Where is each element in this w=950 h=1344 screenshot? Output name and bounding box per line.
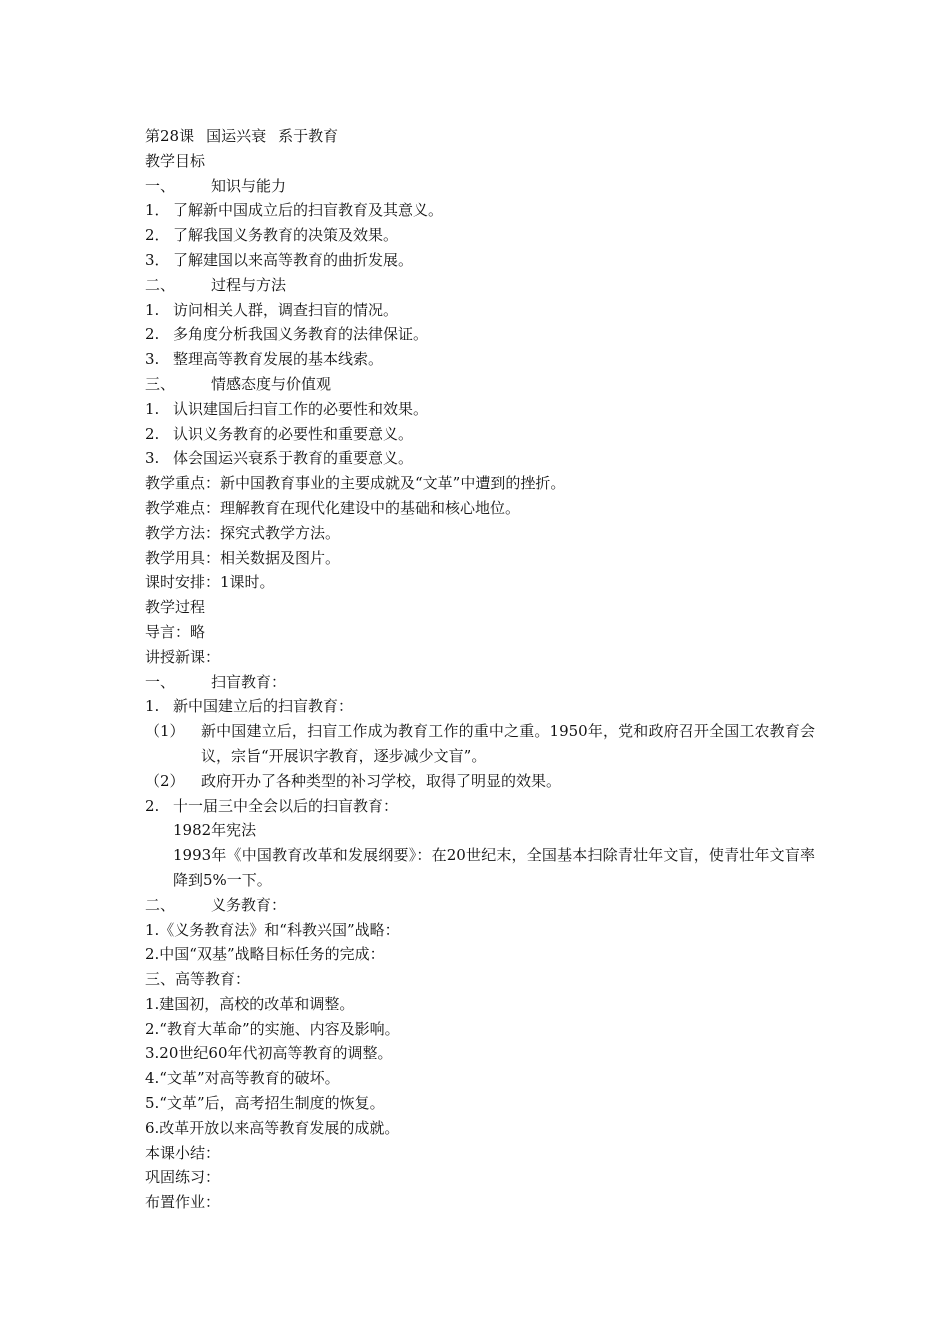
section-number: 二、: [145, 895, 176, 914]
lesson-section-heading: 三、高等教育：: [145, 970, 251, 989]
item-number: 1．: [145, 201, 170, 220]
item-number: 1.: [145, 399, 160, 418]
lesson-subtitle: 系于教育: [278, 127, 339, 145]
sub-item-text: 政府开办了各种类型的补习学校，取得了明显的效果。: [201, 771, 562, 790]
homework: 布置作业：: [145, 1193, 221, 1212]
list-item: [145, 223, 815, 248]
item-text: 多角度分析我国义务教育的法律保证。: [173, 325, 429, 344]
item-text: 了解我国义务教育的决策及效果。: [173, 226, 399, 245]
section-title: 情感态度与价值观: [211, 374, 332, 393]
lesson-number: 第28课: [145, 127, 195, 145]
list-item: [145, 298, 815, 323]
list-item: [145, 397, 815, 422]
teaching-focus: 教学重点：新中国教育事业的主要成就及“文革”中遭到的挫折。: [145, 474, 566, 493]
new-lesson-line: 讲授新课：: [145, 647, 221, 666]
goal-section-heading: [145, 273, 815, 298]
list-item: 1.建国初，高校的改革和调整。: [145, 994, 355, 1013]
item-text: 认识建国后扫盲工作的必要性和效果。: [173, 399, 429, 418]
list-item: [145, 694, 815, 719]
teaching-method: 教学方法：探究式教学方法。: [145, 523, 341, 542]
teaching-tools: 教学用具：相关数据及图片。: [145, 548, 341, 567]
item-number: 3．: [145, 250, 170, 269]
item-number: 2.: [145, 796, 160, 815]
lesson-title: [145, 124, 815, 149]
lesson-summary: 本课小结：: [145, 1143, 221, 1162]
list-item: [145, 446, 815, 471]
section-number: 三、: [145, 374, 176, 393]
section-title: 义务教育：: [211, 895, 287, 914]
item-text: 整理高等教育发展的基本线索。: [173, 350, 384, 369]
intro-line: 导言：略: [145, 622, 206, 641]
section-number: 二、: [145, 275, 176, 294]
list-item: [145, 322, 815, 347]
sub-item-number: （1）: [145, 722, 185, 741]
list-item: 2.中国“双基”战略目标任务的完成：: [145, 945, 385, 964]
item-number: 3.: [145, 449, 160, 468]
teaching-difficulty: 教学难点：理解教育在现代化建设中的基础和核心地位。: [145, 498, 521, 517]
document-content: [145, 124, 815, 1215]
class-schedule: 课时安排：1课时。: [145, 573, 275, 592]
lesson-section-heading: [145, 893, 815, 918]
list-item: 5.“文革”后，高考招生制度的恢复。: [145, 1094, 385, 1113]
item-text: 体会国运兴衰系于教育的重要意义。: [173, 449, 414, 468]
lesson-name: 国运兴衰: [206, 127, 267, 145]
list-item: [145, 198, 815, 223]
list-item: 6.改革开放以来高等教育发展的成就。: [145, 1118, 400, 1137]
item-text: 认识义务教育的必要性和重要意义。: [173, 424, 414, 443]
section-number: 一、: [145, 672, 176, 691]
process-heading: 教学过程: [145, 598, 206, 617]
section-title: 知识与能力: [211, 176, 287, 195]
section-title: 过程与方法: [211, 275, 287, 294]
item-text: 了解建国以来高等教育的曲折发展。: [173, 250, 414, 269]
list-item: 1.《义务教育法》和“科教兴国”战略：: [145, 920, 400, 939]
indented-line: 1982年宪法: [173, 821, 257, 840]
section-title: 扫盲教育：: [211, 672, 287, 691]
item-text: 了解新中国成立后的扫盲教育及其意义。: [173, 201, 444, 220]
list-item: [145, 794, 815, 819]
goals-heading: 教学目标: [145, 151, 206, 170]
lesson-section-heading: [145, 670, 815, 695]
list-item: [145, 248, 815, 273]
sub-item: [145, 719, 815, 769]
goal-section-heading: [145, 174, 815, 199]
item-text: 十一届三中全会以后的扫盲教育：: [173, 796, 399, 815]
sub-item: [145, 769, 815, 794]
item-number: 1.: [145, 697, 160, 716]
item-number: 2.: [145, 325, 160, 344]
list-item: [145, 347, 815, 372]
item-number: 1.: [145, 300, 160, 319]
list-item: [145, 422, 815, 447]
item-number: 3.: [145, 350, 160, 369]
indented-line: 1993年《中国教育改革和发展纲要》：在20世纪末，全国基本扫除青壮年文盲，使青壮年文盲率降到5%一下。: [173, 846, 815, 889]
section-number: 一、: [145, 176, 176, 195]
list-item: 2.“教育大革命”的实施、内容及影响。: [145, 1019, 400, 1038]
item-text: 新中国建立后的扫盲教育：: [173, 697, 354, 716]
item-text: 访问相关人群，调查扫盲的情况。: [173, 300, 399, 319]
sub-item-text: 新中国建立后，扫盲工作成为教育工作的重中之重。1950年，党和政府召开全国工农教育会议，宗旨“开展识字教育，逐步减少文盲”。: [201, 722, 815, 765]
goal-section-heading: [145, 372, 815, 397]
item-number: 2．: [145, 226, 170, 245]
sub-item-number: （2）: [145, 771, 185, 790]
practice: 巩固练习：: [145, 1168, 221, 1187]
item-number: 2.: [145, 424, 160, 443]
list-item: 3.20世纪60年代初高等教育的调整。: [145, 1044, 393, 1063]
list-item: 4.“文革”对高等教育的破坏。: [145, 1069, 340, 1088]
